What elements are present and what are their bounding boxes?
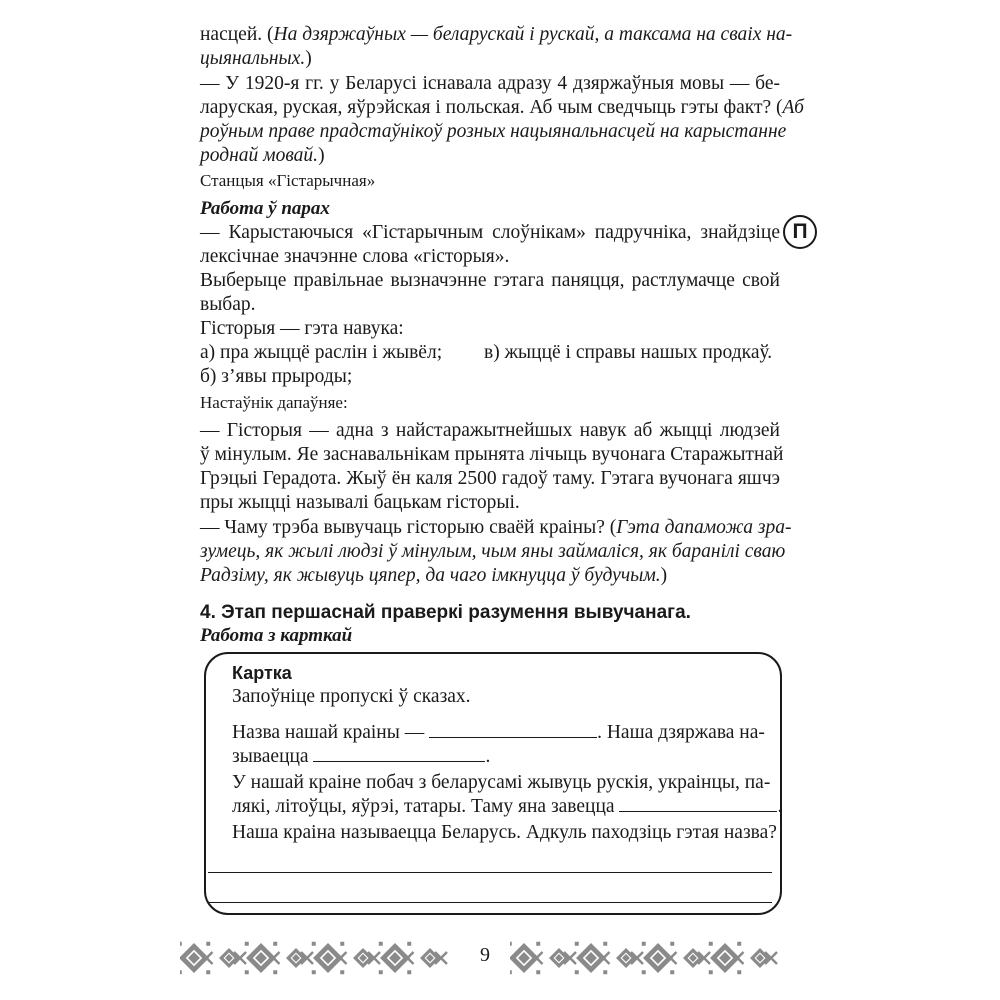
para2-line1: — У 1920-я гг. у Беларусі існавала адразу 4 дзяржаўныя мовы — бе- [200, 73, 780, 94]
card-title: Картка [232, 663, 292, 683]
definition-intro: Гісторыя — гэта навука: [200, 318, 404, 339]
task-card [204, 652, 782, 915]
para5-line1: — Гісторыя — адна з найстаражытнейшых навук аб жыцці людзей [200, 420, 780, 441]
answer-line-2[interactable] [208, 902, 772, 903]
card-sentence1-line1: Назва нашай краіны — . Наша дзяржава на- [232, 722, 765, 743]
para6-line3: Радзіму, як жывуць цяпер, да чаго імкнуцца ў будучым.) [200, 565, 668, 586]
para3-line1: — Карыстаючыся «Гістарычным слоўнікам» падручніка, знайдзіце [200, 222, 780, 243]
para2-line2: ларуская, руская, яўрэйская і польская. Аб чым сведчыць гэты факт? (Аб [200, 97, 804, 118]
para5-line3: Грэцыі Герадота. Жыў ён каля 2500 гадоў таму. Гэтага вучонага яшчэ [200, 468, 780, 489]
para6-line2: зумець, як жылі людзі ў мінулым, чым яны займаліся, як баранілі сваю [200, 541, 786, 562]
country-name-blank[interactable] [429, 721, 597, 738]
card-instruction: Запоўніце пропускі ў сказах. [232, 686, 471, 707]
pair-work-heading: Работа ў парах [200, 198, 330, 219]
page-number: 9 [480, 944, 490, 966]
page-footer [0, 940, 1000, 976]
folk-ornament-right-icon [510, 940, 786, 976]
station-label: Станцыя «Гістарычная» [200, 171, 376, 190]
option-a: а) пра жыццё раслін і жывёл; [200, 342, 443, 363]
para5-line4: пры жыцці называлі бацькам гісторыі. [200, 492, 520, 513]
para3-line2: лексічнае значэнне слова «гісторыя». [200, 246, 510, 267]
para2-line3: роўным праве прадстаўнікоў розных нацыянальнасцей на карыстанне [200, 121, 787, 142]
answer-line-1[interactable] [208, 872, 772, 873]
card-sentence2-line2: лякі, літоўцы, яўрэі, татары. Таму яна завецца . [232, 796, 783, 817]
card-sentence1-line2: зываецца . [232, 746, 491, 767]
para1-line1: насцей. (На дзяржаўных — беларускай і рускай, а таксама на сваіх на- [200, 24, 793, 45]
multinational-blank[interactable] [619, 795, 777, 812]
stage4-title: 4. Этап першаснай праверкі разумення вывучанага. [200, 602, 691, 623]
stage4-subtitle: Работа з карткай [200, 625, 353, 646]
folk-ornament-left-icon [180, 940, 456, 976]
para4-line1: Выберыце правільнае вызначэнне гэтага паняцця, растлумачце свой [200, 270, 780, 291]
option-v: в) жыццё і справы нашых продкаў. [484, 342, 773, 363]
pair-work-marker-icon: П [783, 215, 817, 249]
para6-line1: — Чаму трэба вывучаць гісторыю сваёй краіны? (Гэта дапаможа зра- [200, 517, 792, 538]
para2-line4: роднай мовай.) [200, 145, 325, 166]
card-sentence3: Наша краіна называецца Беларусь. Адкуль паходзіць гэтая назва? [232, 822, 777, 843]
state-name-blank[interactable] [313, 745, 485, 762]
para1-line2: цыянальных.) [200, 48, 312, 69]
para4-line2: выбар. [200, 294, 256, 315]
teacher-adds-label: Настаўнік дапаўняе: [200, 393, 348, 412]
para5-line2: ў мінулым. Яе заснавальнікам прынята лічыць вучонага Старажытнай [200, 444, 784, 465]
option-b: б) з’явы прыроды; [200, 366, 353, 387]
card-sentence2-line1: У нашай краіне побач з беларусамі жывуць рускія, украінцы, па- [232, 772, 771, 793]
